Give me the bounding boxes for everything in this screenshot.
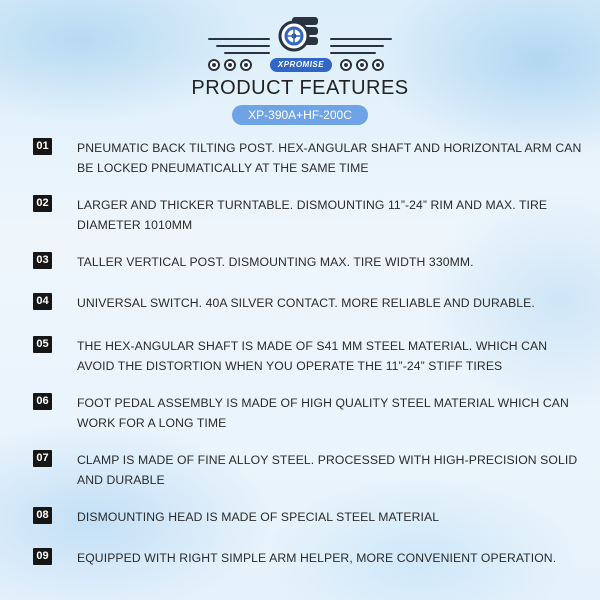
feature-number: 06: [33, 393, 52, 410]
wheel-icon: [224, 59, 236, 71]
wheel-icon: [340, 59, 352, 71]
feature-number: 08: [33, 507, 52, 524]
feature-number: 02: [33, 195, 52, 212]
feature-number: 04: [33, 293, 52, 310]
brand-logo: [200, 16, 400, 78]
wheel-icon: [356, 59, 368, 71]
wheel-icons-left: [208, 59, 252, 71]
feature-text: UNIVERSAL SWITCH. 40A SILVER CONTACT. MORE RELIABLE AND DURABLE.: [77, 296, 535, 310]
wheel-icon: [208, 59, 220, 71]
feature-text: THE HEX-ANGULAR SHAFT IS MADE OF S41 MM STEEL MATERIAL. WHICH CAN AVOID THE DISTORTION WHEN YOU OPERATE THE 11”-24” STIFF TIRES: [77, 339, 548, 373]
model-badge: XP-390A+HF-200C: [232, 105, 368, 125]
feature-text: TALLER VERTICAL POST. DISMOUNTING MAX. TIRE WIDTH 330MM.: [77, 255, 474, 269]
speed-lines-right-icon: [330, 38, 392, 59]
page-title: PRODUCT FEATURES: [191, 77, 409, 99]
feature-text: DISMOUNTING HEAD IS MADE OF SPECIAL STEEL MATERIAL: [77, 510, 440, 524]
wheel-icon: [372, 59, 384, 71]
speed-lines-left-icon: [208, 38, 270, 59]
tire-stack-icon: [278, 16, 322, 54]
feature-text: CLAMP IS MADE OF FINE ALLOY STEEL. PROCESSED WITH HIGH-PRECISION SOLID AND DURABLE: [77, 453, 578, 487]
wheel-icons-right: [340, 59, 384, 71]
feature-text: EQUIPPED WITH RIGHT SIMPLE ARM HELPER, MORE CONVENIENT OPERATION.: [77, 551, 557, 565]
feature-text: LARGER AND THICKER TURNTABLE. DISMOUNTING 11”-24” RIM AND MAX. TIRE DIAMETER 1010MM: [77, 198, 548, 232]
feature-number: 07: [33, 450, 52, 467]
wheel-icon: [240, 59, 252, 71]
feature-text: PNEUMATIC BACK TILTING POST. HEX-ANGULAR SHAFT AND HORIZONTAL ARM CAN BE LOCKED PNEUMATICALLY AT THE SAME TIME: [77, 141, 582, 175]
feature-text: FOOT PEDAL ASSEMBLY IS MADE OF HIGH QUALITY STEEL MATERIAL WHICH CAN WORK FOR A LONG TIME: [77, 396, 569, 430]
feature-number: 05: [33, 336, 52, 353]
brand-name: XPROMISE: [270, 58, 332, 72]
feature-number: 09: [33, 548, 52, 565]
feature-number: 03: [33, 252, 52, 269]
header: [0, 0, 600, 130]
feature-number: 01: [33, 138, 52, 155]
